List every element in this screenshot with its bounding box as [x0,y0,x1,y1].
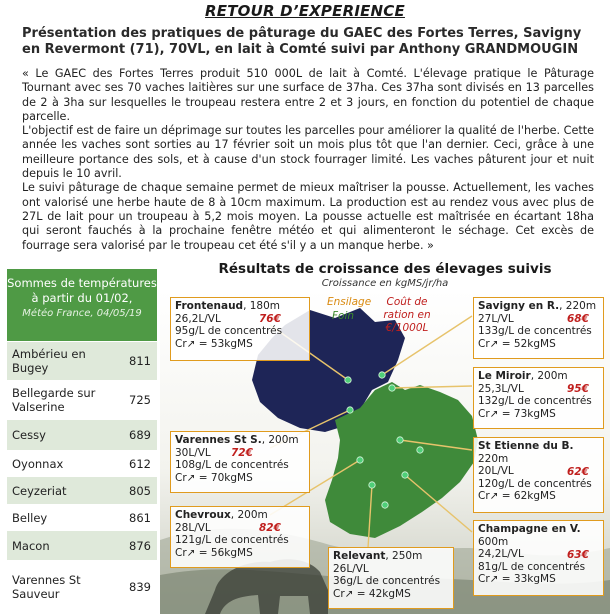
station-value: 689 [129,428,151,442]
table-row [7,420,157,450]
farm-milk: 28L/VL [175,521,211,534]
farm-price: 68€ [567,313,589,325]
farm-altitude: 600m [478,535,509,548]
farm-concentrate: 95g/L de concentrés [175,325,283,337]
table-row [7,531,157,560]
farm-growth: Cr↗ = 56kgMS [175,546,253,559]
farm-growth: Cr↗ = 62kgMS [478,490,556,502]
table-row [7,560,157,614]
farm-name: Savigny en R. [478,300,560,312]
legend-ensilage: Ensilage [327,296,372,308]
temperature-table-title: Sommes de températures à partir du 01/02, [7,276,157,305]
temperature-table-header [7,269,157,341]
farm-growth: Cr↗ = 42kgMS [333,587,411,600]
farm-name: Chevroux [175,509,231,521]
farm-name: St Etienne du B. [478,440,574,452]
farm-concentrate: 120g/L de concentrés [478,477,592,490]
farm-card-etienne [473,437,604,513]
farm-dot [389,385,395,391]
map-units: Croissance en kgMS/jr/ha [321,278,449,289]
station-value: 805 [129,483,151,498]
farm-concentrate: 133g/L de concentrés [478,325,592,337]
table-row [7,380,157,420]
farm-concentrate: 121g/L de concentrés [175,534,289,546]
farm-concentrate: 81g/L de concentrés [478,560,586,573]
farm-growth: Cr↗ = 53kgMS [175,337,253,350]
station-name: Cessy [12,428,46,442]
station-value: 612 [129,456,151,471]
farm-card-champagne [473,520,604,596]
station-value: 725 [129,393,151,407]
station-value: 839 [129,580,151,594]
station-value: 876 [129,538,151,553]
farm-growth: Cr↗ = 73kgMS [478,407,556,420]
farm-dot [417,447,423,453]
farm-dot [402,472,408,478]
farm-dot [397,437,403,443]
farm-milk: 24,2L/VL [478,548,524,560]
paragraph: L'objectif est de faire un déprimage sur toutes les parcelles pour améliorer la qualité de l'herbe. Cette année les vaches sont sorties au 17 février soit un mois plus tôt que l'an dernier. Ceci, grâce à une meilleure portance des sols, et à cause d'un stock fourrager limité. Les vaches pâturent jour et nuit depuis le 10 avril. [22,124,594,181]
station-name: Oyonnax [12,456,64,471]
station-value: 861 [129,510,151,525]
farm-concentrate: 36g/L de concentrés [333,575,441,587]
paragraph: Le suivi pâturage de chaque semaine permet de mieux maîtriser la pousse. Actuellement, les vaches ont valorisé une herbe haute de 8 à 10cm maximum. La production est au rendez vous avec plus de 27L de lait pour un troupeau à 5,2 mois moyen. La pousse actuelle est maîtrisée en écartant 18ha qui seront fauchés à la prochaine fenêtre météo et qui alimenteront le séchage. Cet excès de fourrage sera valorisé par le troupeau cet été s'il y a un manque herbe. » [22,181,594,252]
farm-dot [369,482,375,488]
article-body [22,67,594,253]
table-row [7,342,157,380]
farm-card-savigny [473,297,604,359]
farm-milk: 26L/VL [333,562,369,575]
station-name: Varennes St Sauveur [12,573,81,601]
farm-dot [382,502,388,508]
farm-altitude: , 200m [261,434,299,446]
farm-name: Varennes St S. [175,434,262,446]
legend-cost: Coût de ration en €/1000L [383,296,431,334]
farm-growth: Cr↗ = 33kgMS [478,573,556,585]
station-value: 811 [129,354,151,368]
station-name: Bellegarde sur Valserine [12,386,96,414]
farm-dot [347,407,353,413]
temperature-table-source: Météo France, 04/05/19 [22,308,142,319]
farm-altitude: 220m [478,452,509,465]
article-subtitle: Présentation des pratiques de pâturage du GAEC des Fortes Terres, Savigny en Revermont (71), 70VL, en lait à Comté suivi par Anthony GRANDMOUGIN [22,26,582,57]
legend-foin: Foin [332,310,355,322]
farm-card-chevroux [170,506,310,568]
farm-milk: 25,3L/VL [478,382,524,395]
farm-milk: 27L/VL [478,312,514,325]
farm-growth: Cr↗ = 70kgMS [175,471,253,484]
farm-altitude: , 180m [243,300,281,312]
table-row [7,477,157,504]
farm-altitude: , 250m [385,550,423,562]
farm-card-frontenaud [170,297,310,361]
farm-altitude: , 200m [230,509,268,521]
farm-card-varennes [170,431,310,493]
farm-price: 63€ [567,549,589,561]
farm-name: Frontenaud [175,300,244,312]
farm-card-miroir [473,367,604,429]
map-title: Résultats de croissance des élevages suivis [218,261,552,277]
farm-milk: 20L/VL [478,465,514,477]
farm-altitude: , 200m [530,370,568,382]
farm-card-relevant [328,547,454,609]
farm-price: 82€ [259,522,281,534]
farm-altitude: , 220m [559,300,597,312]
page-title: RETOUR D’EXPERIENCE [205,2,405,20]
farm-concentrate: 108g/L de concentrés [175,459,289,471]
farm-milk: 26,2L/VL [175,312,221,325]
farm-price: 72€ [231,447,253,459]
farm-price: 95€ [567,383,589,395]
farm-name: Champagne en V. [478,523,581,535]
paragraph: « Le GAEC des Fortes Terres produit 510 000L de lait à Comté. L'élevage pratique le Pâturage Tournant avec ses 70 vaches laitières sur une surface de 37ha. Ces 37ha sont divisés en 13 parcelles de 2 à 3ha sur lesquelles le troupeau restera entre 2 et 3 jours, en fonction du potentiel de chaque parcelle. [22,67,594,123]
station-name: Macon [12,538,50,553]
table-row [7,504,157,531]
farm-growth: Cr↗ = 52kgMS [478,337,556,350]
farm-name: Le Miroir [478,370,531,382]
farm-price: 76€ [259,313,281,325]
farm-concentrate: 132g/L de concentrés [478,395,592,407]
station-name: Ceyzeriat [12,483,67,498]
farm-price: 62€ [567,466,589,478]
farm-milk: 30L/VL [175,446,211,459]
farm-dot [379,372,385,378]
farm-dot [345,377,351,383]
farm-name: Relevant [333,550,386,562]
table-row [7,450,157,477]
station-name: Ambérieu en Bugey [12,347,86,375]
farm-dot [357,457,363,463]
station-name: Belley [12,510,48,525]
